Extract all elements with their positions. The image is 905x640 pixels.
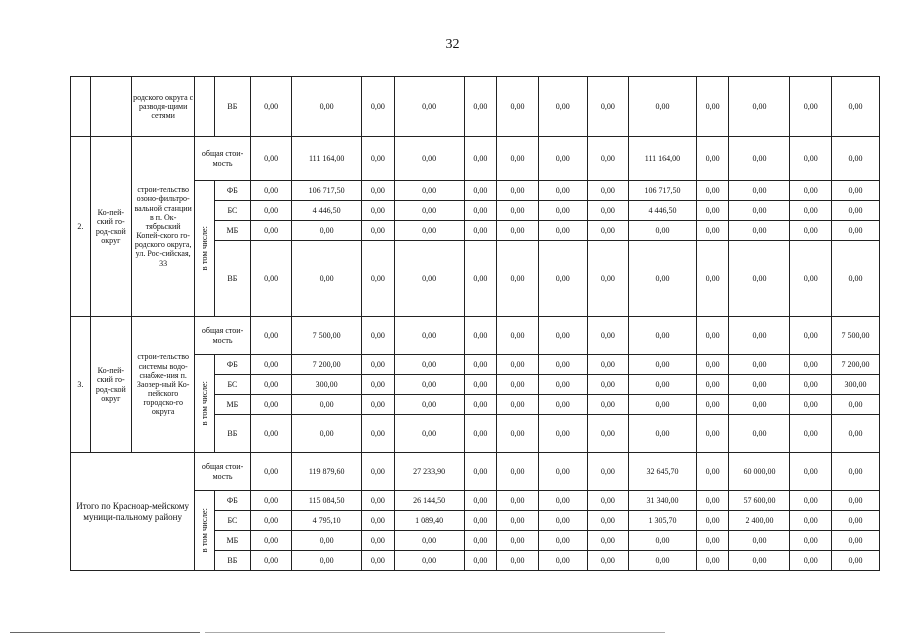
territory-cell: [90, 77, 131, 137]
value-cell: 0,00: [629, 317, 697, 355]
source-cell: МБ: [214, 531, 250, 551]
source-total-cell: общая стои-мость: [195, 453, 251, 491]
value-cell: 0,00: [831, 531, 879, 551]
value-cell: 0,00: [629, 221, 697, 241]
value-cell: 0,00: [790, 375, 831, 395]
value-cell: 0,00: [538, 355, 587, 375]
value-cell: 300,00: [292, 375, 362, 395]
value-cell: 0,00: [629, 531, 697, 551]
value-cell: 0,00: [250, 221, 291, 241]
value-cell: 0,00: [250, 77, 291, 137]
num-cell: 2.: [71, 137, 91, 317]
value-cell: 300,00: [831, 375, 879, 395]
value-cell: 0,00: [250, 181, 291, 201]
source-cell: БС: [214, 511, 250, 531]
value-cell: 0,00: [587, 181, 628, 201]
value-cell: 0,00: [394, 201, 464, 221]
value-cell: 0,00: [629, 355, 697, 375]
value-cell: 7 500,00: [292, 317, 362, 355]
value-cell: 0,00: [790, 415, 831, 453]
value-cell: 0,00: [394, 181, 464, 201]
value-cell: 0,00: [362, 415, 395, 453]
value-cell: 0,00: [464, 241, 497, 317]
value-cell: 0,00: [464, 375, 497, 395]
value-cell: 0,00: [538, 551, 587, 571]
value-cell: 0,00: [790, 181, 831, 201]
value-cell: 0,00: [394, 551, 464, 571]
value-cell: 0,00: [587, 317, 628, 355]
value-cell: 0,00: [292, 241, 362, 317]
value-cell: 106 717,50: [629, 181, 697, 201]
table-row: [71, 317, 880, 355]
value-cell: 4 795,10: [292, 511, 362, 531]
value-cell: 0,00: [497, 453, 538, 491]
value-cell: 57 600,00: [729, 491, 790, 511]
value-cell: 0,00: [696, 137, 729, 181]
object-cell: строи-тельство озоно-фильтро-вальной станции в п. Ок-тябрьский Копей-ского го-родского округа, ул. Рос-сийская, 33: [132, 137, 195, 317]
in-total-label: в том числе:: [198, 381, 209, 426]
value-cell: 0,00: [587, 201, 628, 221]
value-cell: 0,00: [587, 221, 628, 241]
value-cell: 0,00: [362, 201, 395, 221]
value-cell: 0,00: [629, 551, 697, 571]
value-cell: 0,00: [587, 395, 628, 415]
value-cell: 0,00: [696, 201, 729, 221]
total-label-cell: Итого по Красноар-мейскому муници-пальному району: [71, 453, 195, 571]
value-cell: 2 400,00: [729, 511, 790, 531]
territory-cell: Ко-пей-ский го-род-ской округ: [90, 137, 131, 317]
value-cell: 0,00: [292, 221, 362, 241]
territory-cell: Ко-пей-ский го-род-ской округ: [90, 317, 131, 453]
value-cell: 0,00: [464, 491, 497, 511]
in-total-label-cell: [195, 355, 215, 453]
table-row: [71, 453, 880, 491]
value-cell: 0,00: [497, 317, 538, 355]
value-cell: 0,00: [538, 221, 587, 241]
value-cell: 0,00: [790, 355, 831, 375]
value-cell: 0,00: [292, 415, 362, 453]
value-cell: 0,00: [250, 375, 291, 395]
object-cell: родского округа с разводя-щими сетями: [132, 77, 195, 137]
source-cell: ФБ: [214, 491, 250, 511]
value-cell: 0,00: [587, 77, 628, 137]
value-cell: 0,00: [497, 221, 538, 241]
value-cell: 0,00: [497, 137, 538, 181]
source-cell: ВБ: [214, 241, 250, 317]
in-total-label: в том числе:: [198, 508, 209, 553]
value-cell: 0,00: [464, 221, 497, 241]
value-cell: 106 717,50: [292, 181, 362, 201]
value-cell: 0,00: [464, 201, 497, 221]
value-cell: 0,00: [464, 453, 497, 491]
value-cell: 0,00: [394, 531, 464, 551]
value-cell: 0,00: [587, 453, 628, 491]
value-cell: 0,00: [362, 453, 395, 491]
value-cell: 0,00: [696, 375, 729, 395]
value-cell: 0,00: [362, 221, 395, 241]
value-cell: 0,00: [497, 491, 538, 511]
value-cell: 0,00: [587, 137, 628, 181]
value-cell: 0,00: [394, 77, 464, 137]
value-cell: 0,00: [696, 77, 729, 137]
value-cell: 0,00: [729, 201, 790, 221]
value-cell: 0,00: [587, 241, 628, 317]
value-cell: 0,00: [464, 137, 497, 181]
value-cell: 0,00: [729, 415, 790, 453]
value-cell: 0,00: [696, 551, 729, 571]
value-cell: 0,00: [362, 181, 395, 201]
value-cell: 0,00: [250, 531, 291, 551]
value-cell: 0,00: [729, 551, 790, 571]
source-cell: БС: [214, 201, 250, 221]
value-cell: 0,00: [790, 201, 831, 221]
value-cell: 0,00: [790, 77, 831, 137]
value-cell: 0,00: [831, 201, 879, 221]
num-cell: [71, 77, 91, 137]
page-number: 32: [445, 37, 460, 52]
source-cell: ВБ: [214, 415, 250, 453]
source-cell: ВБ: [214, 77, 250, 137]
value-cell: 0,00: [538, 453, 587, 491]
value-cell: 0,00: [790, 317, 831, 355]
value-cell: 0,00: [497, 375, 538, 395]
value-cell: 0,00: [464, 551, 497, 571]
value-cell: 0,00: [250, 241, 291, 317]
value-cell: 0,00: [362, 531, 395, 551]
value-cell: 0,00: [831, 137, 879, 181]
value-cell: 0,00: [587, 355, 628, 375]
value-cell: 0,00: [831, 511, 879, 531]
value-cell: 0,00: [497, 355, 538, 375]
value-cell: 0,00: [464, 77, 497, 137]
value-cell: 0,00: [538, 241, 587, 317]
value-cell: 4 446,50: [629, 201, 697, 221]
value-cell: 0,00: [362, 551, 395, 571]
value-cell: 0,00: [696, 395, 729, 415]
value-cell: 0,00: [497, 181, 538, 201]
value-cell: 0,00: [250, 395, 291, 415]
value-cell: 0,00: [696, 355, 729, 375]
value-cell: 0,00: [250, 355, 291, 375]
source-cell: БС: [214, 375, 250, 395]
value-cell: 7 500,00: [831, 317, 879, 355]
value-cell: 0,00: [250, 415, 291, 453]
value-cell: 0,00: [464, 395, 497, 415]
value-cell: 0,00: [831, 491, 879, 511]
value-cell: 111 164,00: [292, 137, 362, 181]
in-total-label-cell: [195, 491, 215, 571]
value-cell: 0,00: [696, 317, 729, 355]
value-cell: 0,00: [464, 355, 497, 375]
value-cell: 115 084,50: [292, 491, 362, 511]
value-cell: 0,00: [629, 77, 697, 137]
table-row: [71, 77, 880, 137]
value-cell: 7 200,00: [292, 355, 362, 375]
value-cell: 0,00: [497, 77, 538, 137]
value-cell: 0,00: [587, 415, 628, 453]
value-cell: 0,00: [250, 317, 291, 355]
value-cell: 0,00: [497, 201, 538, 221]
value-cell: 0,00: [394, 221, 464, 241]
value-cell: 0,00: [729, 375, 790, 395]
value-cell: 0,00: [250, 453, 291, 491]
value-cell: 0,00: [696, 181, 729, 201]
value-cell: 0,00: [729, 355, 790, 375]
value-cell: 0,00: [729, 181, 790, 201]
source-cell: ВБ: [214, 551, 250, 571]
value-cell: 0,00: [729, 221, 790, 241]
value-cell: 0,00: [790, 511, 831, 531]
value-cell: 0,00: [497, 241, 538, 317]
value-cell: 0,00: [831, 395, 879, 415]
value-cell: 0,00: [587, 491, 628, 511]
value-cell: 0,00: [729, 395, 790, 415]
value-cell: 0,00: [629, 415, 697, 453]
value-cell: 0,00: [538, 415, 587, 453]
value-cell: 0,00: [497, 551, 538, 571]
value-cell: 7 200,00: [831, 355, 879, 375]
value-cell: 0,00: [362, 395, 395, 415]
value-cell: 0,00: [790, 453, 831, 491]
value-cell: 0,00: [790, 491, 831, 511]
value-cell: 0,00: [629, 241, 697, 317]
value-cell: 0,00: [538, 511, 587, 531]
value-cell: 0,00: [250, 137, 291, 181]
value-cell: 0,00: [362, 355, 395, 375]
value-cell: 0,00: [790, 241, 831, 317]
value-cell: 0,00: [729, 531, 790, 551]
source-total-cell: общая стои-мость: [195, 137, 251, 181]
value-cell: 0,00: [292, 77, 362, 137]
value-cell: 0,00: [538, 77, 587, 137]
value-cell: 0,00: [696, 453, 729, 491]
value-cell: 0,00: [464, 511, 497, 531]
value-cell: 0,00: [497, 395, 538, 415]
value-cell: 0,00: [464, 317, 497, 355]
value-cell: 27 233,90: [394, 453, 464, 491]
value-cell: 0,00: [790, 137, 831, 181]
source-cell: ФБ: [214, 355, 250, 375]
value-cell: 0,00: [790, 221, 831, 241]
value-cell: 0,00: [250, 511, 291, 531]
value-cell: 0,00: [790, 531, 831, 551]
value-cell: 0,00: [497, 511, 538, 531]
value-cell: 1 089,40: [394, 511, 464, 531]
value-cell: 0,00: [538, 531, 587, 551]
value-cell: 0,00: [250, 201, 291, 221]
value-cell: 0,00: [696, 511, 729, 531]
value-cell: 0,00: [729, 317, 790, 355]
value-cell: 0,00: [362, 511, 395, 531]
footer-line: [10, 632, 200, 633]
value-cell: 111 164,00: [629, 137, 697, 181]
value-cell: 4 446,50: [292, 201, 362, 221]
source-cell: МБ: [214, 395, 250, 415]
num-cell: 3.: [71, 317, 91, 453]
value-cell: 119 879,60: [292, 453, 362, 491]
source-cell: МБ: [214, 221, 250, 241]
value-cell: 0,00: [538, 375, 587, 395]
value-cell: 0,00: [394, 395, 464, 415]
value-cell: 0,00: [362, 375, 395, 395]
value-cell: 0,00: [394, 317, 464, 355]
value-cell: 0,00: [362, 317, 395, 355]
value-cell: 0,00: [538, 181, 587, 201]
footer-line: [205, 632, 665, 633]
value-cell: 26 144,50: [394, 491, 464, 511]
value-cell: 0,00: [729, 241, 790, 317]
value-cell: 0,00: [696, 415, 729, 453]
value-cell: 0,00: [587, 551, 628, 571]
value-cell: 0,00: [790, 395, 831, 415]
blank-cell: [195, 77, 215, 137]
value-cell: 0,00: [587, 511, 628, 531]
value-cell: 0,00: [292, 551, 362, 571]
value-cell: 0,00: [362, 77, 395, 137]
value-cell: 0,00: [464, 415, 497, 453]
value-cell: 0,00: [831, 241, 879, 317]
value-cell: 0,00: [831, 181, 879, 201]
value-cell: 0,00: [250, 491, 291, 511]
value-cell: 0,00: [629, 395, 697, 415]
budget-table: [70, 76, 880, 571]
value-cell: 0,00: [362, 491, 395, 511]
table-row: [71, 137, 880, 181]
value-cell: 0,00: [831, 77, 879, 137]
value-cell: 0,00: [538, 201, 587, 221]
value-cell: 0,00: [729, 137, 790, 181]
value-cell: 0,00: [696, 491, 729, 511]
value-cell: 0,00: [497, 415, 538, 453]
value-cell: 0,00: [362, 137, 395, 181]
value-cell: 0,00: [629, 375, 697, 395]
value-cell: 0,00: [790, 551, 831, 571]
value-cell: 0,00: [394, 137, 464, 181]
value-cell: 0,00: [394, 241, 464, 317]
value-cell: 0,00: [538, 317, 587, 355]
value-cell: 0,00: [696, 221, 729, 241]
value-cell: 0,00: [729, 77, 790, 137]
value-cell: 32 645,70: [629, 453, 697, 491]
object-cell: строи-тельство системы водо-снабже-ния п. Заозер-ный Ко-пейского городско-го округа: [132, 317, 195, 453]
value-cell: 0,00: [464, 531, 497, 551]
value-cell: 31 340,00: [629, 491, 697, 511]
source-total-cell: общая стои-мость: [195, 317, 251, 355]
value-cell: 0,00: [831, 551, 879, 571]
value-cell: 0,00: [538, 395, 587, 415]
source-cell: ФБ: [214, 181, 250, 201]
value-cell: 0,00: [292, 395, 362, 415]
value-cell: 0,00: [831, 453, 879, 491]
value-cell: 0,00: [538, 491, 587, 511]
value-cell: 0,00: [696, 531, 729, 551]
in-total-label: в том числе:: [198, 226, 209, 271]
value-cell: 0,00: [394, 375, 464, 395]
value-cell: 0,00: [587, 375, 628, 395]
value-cell: 0,00: [394, 415, 464, 453]
value-cell: 0,00: [587, 531, 628, 551]
value-cell: 0,00: [362, 241, 395, 317]
value-cell: 0,00: [831, 221, 879, 241]
in-total-label-cell: [195, 181, 215, 317]
value-cell: 0,00: [250, 551, 291, 571]
value-cell: 0,00: [464, 181, 497, 201]
value-cell: 0,00: [696, 241, 729, 317]
value-cell: 0,00: [497, 531, 538, 551]
value-cell: 0,00: [394, 355, 464, 375]
value-cell: 0,00: [538, 137, 587, 181]
value-cell: 60 000,00: [729, 453, 790, 491]
value-cell: 0,00: [831, 415, 879, 453]
value-cell: 0,00: [292, 531, 362, 551]
value-cell: 1 305,70: [629, 511, 697, 531]
